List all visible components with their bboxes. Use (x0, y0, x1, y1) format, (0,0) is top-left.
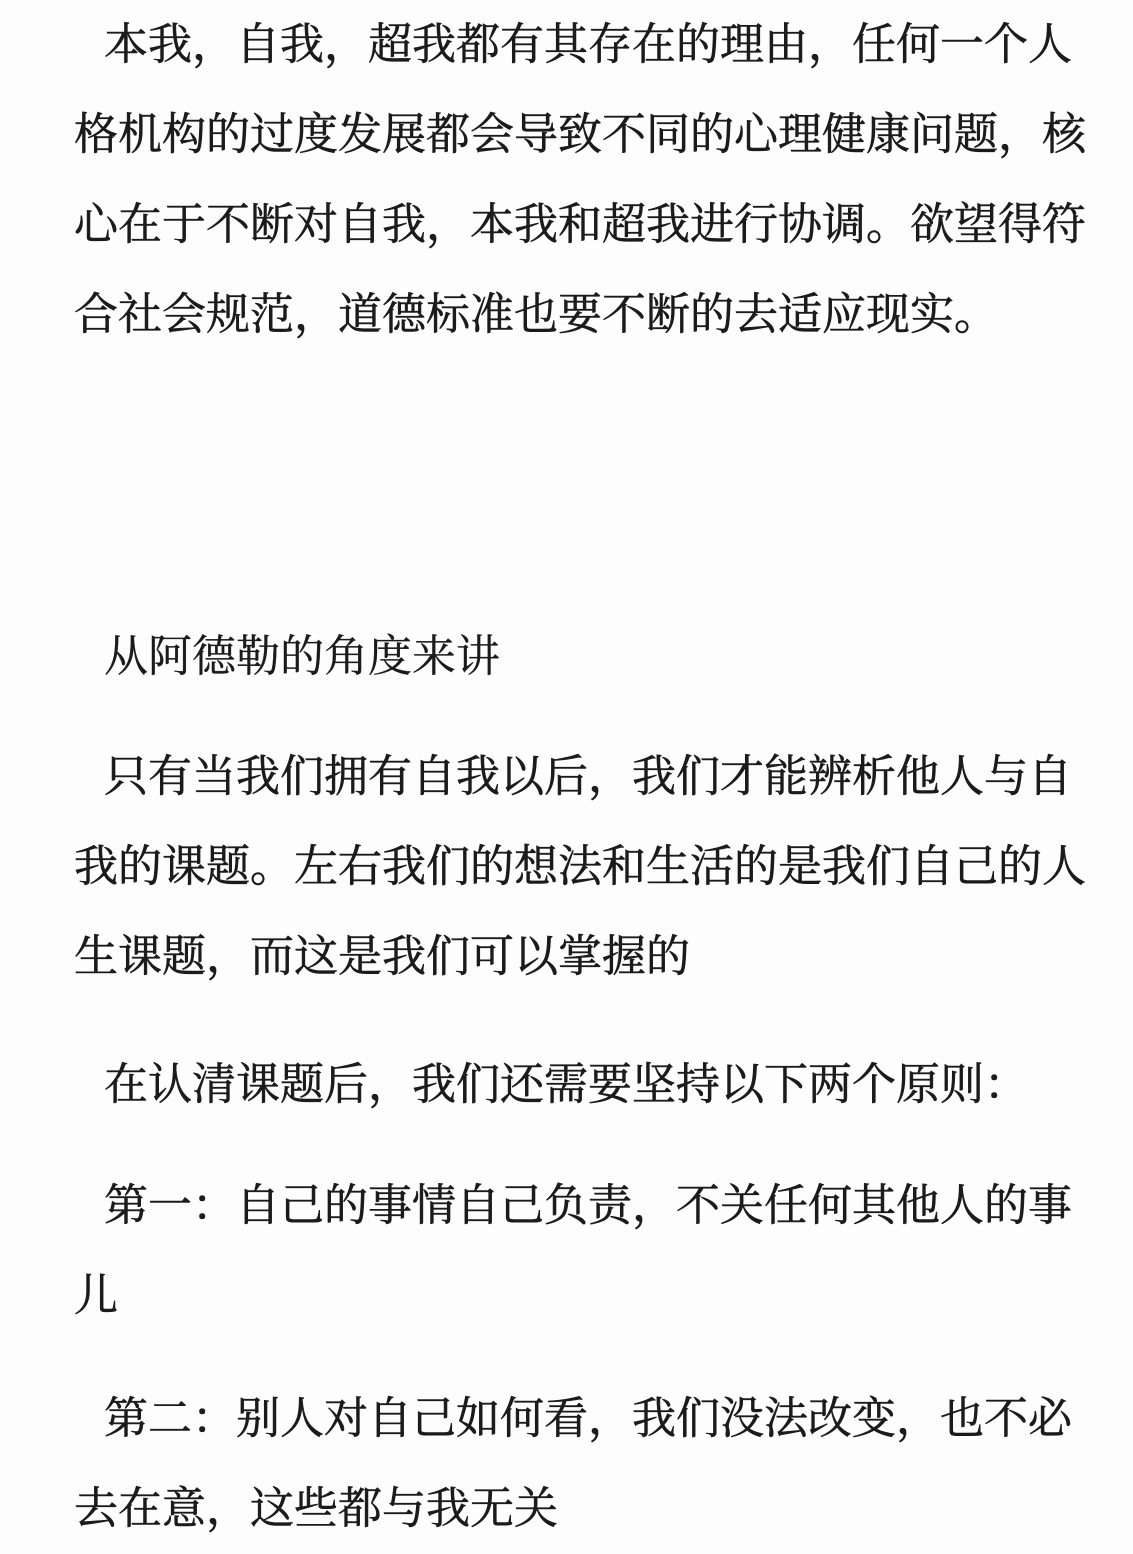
paragraph-principle-one: 第一：自己的事情自己负责，不关任何其他人的事儿 (74, 1180, 1072, 1321)
paragraph-self-tasks: 只有当我们拥有自我以后，我们才能辨析他人与自我的课题。左右我们的想法和生活的是我们自己的人生课题，而这是我们可以掌握的 (74, 751, 1086, 982)
paragraph-id-ego-superego: 本我，自我，超我都有其存在的理由，任何一个人格机构的过度发展都会导致不同的心理健康问题，核心在于不断对自我，本我和超我进行协调。欲望得符合社会规范，道德标准也要不断的去适应现实。 (74, 19, 1086, 340)
paragraph-two-principles-intro: 在认清课题后，我们还需要坚持以下两个原则： (104, 1059, 1028, 1110)
paragraph-principle-two: 第二：别人对自己如何看，我们没法改变，也不必去在意，这些都与我无关 (74, 1393, 1072, 1534)
paragraph-adler-heading: 从阿德勒的角度来讲 (104, 631, 500, 682)
